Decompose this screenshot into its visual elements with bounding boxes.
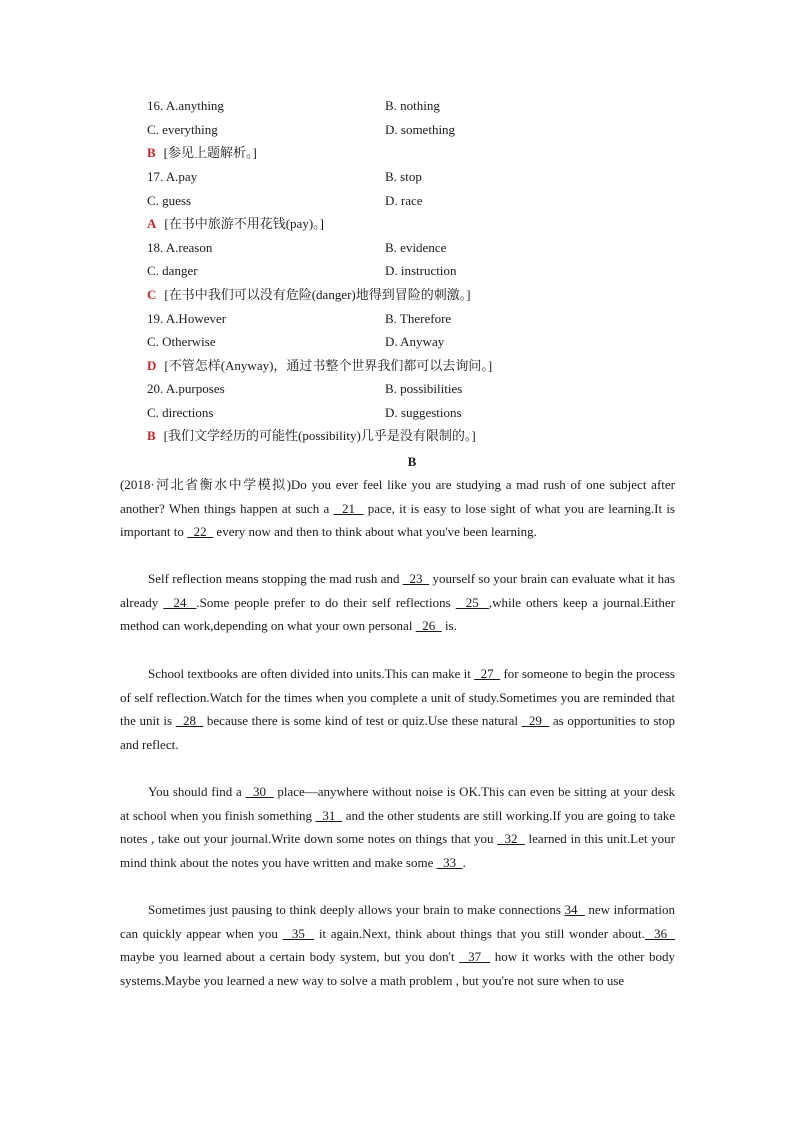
answer-letter: A bbox=[147, 216, 157, 231]
question-18-row-2 bbox=[147, 261, 687, 281]
option-a-text: A.anything bbox=[165, 98, 224, 113]
blank-34: 34 bbox=[564, 902, 585, 917]
blank-22: 22 bbox=[187, 524, 214, 540]
blank-33: 33 bbox=[436, 854, 463, 870]
text-run: how it works with the other body systems.Maybe you learned a new way to solve a math problem , but you're not sure when to use bbox=[120, 949, 676, 988]
question-16-row-1 bbox=[147, 96, 687, 116]
text-run: yourself so your brain can evaluate what it has already bbox=[120, 571, 675, 610]
option-b: B. possibilities bbox=[385, 381, 463, 396]
passage-paragraph-4 bbox=[120, 780, 675, 874]
text-run: new information can quickly appear when you bbox=[120, 902, 675, 941]
option-c: C. Otherwise bbox=[147, 334, 216, 349]
text-run: is. bbox=[441, 618, 457, 634]
question-number: 18. bbox=[147, 240, 164, 255]
option-d: D. suggestions bbox=[385, 405, 462, 420]
passage-paragraph-3 bbox=[120, 662, 675, 756]
passage-paragraph-1 bbox=[120, 473, 675, 544]
option-a-text: A.reason bbox=[165, 240, 213, 255]
question-20-row-2 bbox=[147, 403, 687, 423]
answer-20 bbox=[147, 426, 687, 446]
blank-21: 21 bbox=[333, 500, 364, 516]
text-run: You should find a bbox=[148, 784, 246, 799]
question-number: 20. bbox=[147, 381, 164, 396]
blank-23: 23 bbox=[402, 571, 430, 586]
blank-36: 36 bbox=[644, 925, 676, 941]
passage-paragraph-2 bbox=[120, 567, 675, 638]
text-run: School textbooks are often divided into units.This can make it bbox=[148, 666, 475, 681]
option-a-text: A.However bbox=[165, 311, 227, 326]
option-a bbox=[147, 167, 197, 187]
passage-paragraph-5 bbox=[120, 898, 675, 992]
option-a bbox=[147, 96, 224, 116]
blank-35: 35 bbox=[282, 925, 315, 941]
text-run: for someone to begin the process of self reflection.Watch for the times when you complete a unit of study.Sometimes you are reminded that the unit is bbox=[120, 666, 675, 729]
text-run: pace, it is easy to lose sight of what you are learning.It is important to bbox=[120, 500, 675, 540]
text-run: . bbox=[462, 854, 466, 870]
option-a bbox=[147, 379, 225, 399]
option-b: B. stop bbox=[385, 169, 422, 184]
blank-32: 32 bbox=[497, 831, 525, 847]
option-b: B. Therefore bbox=[385, 311, 452, 326]
option-c: C. everything bbox=[147, 122, 218, 137]
blank-31: 31 bbox=[315, 807, 343, 823]
text-run: Sometimes just pausing to think deeply allows your brain to make connections bbox=[148, 902, 565, 917]
text-run: every now and then to think about what you've been learning. bbox=[213, 524, 537, 540]
option-a bbox=[147, 309, 226, 329]
answer-19 bbox=[147, 356, 687, 376]
option-d: D. instruction bbox=[385, 263, 457, 278]
text-run: maybe you learned about a certain body system, but you don't bbox=[120, 949, 460, 965]
text-run: and the other students are still working.If you are going to take notes , take out your journal.Write down some notes on things that you bbox=[120, 807, 676, 847]
blank-26: 26 bbox=[415, 618, 442, 634]
section-heading: B bbox=[407, 454, 417, 469]
text-run: ,while others keep a journal.Either method can work,depending on what your own personal bbox=[120, 594, 675, 634]
question-19-row-2 bbox=[147, 332, 687, 352]
option-b: B. evidence bbox=[385, 240, 447, 255]
option-c: C. directions bbox=[147, 405, 214, 420]
question-16-row-2 bbox=[147, 120, 687, 140]
question-17-row-1 bbox=[147, 167, 687, 187]
question-number: 16. bbox=[147, 98, 164, 113]
option-d: D. Anyway bbox=[385, 334, 445, 349]
text-run: as opportunities to stop and reflect. bbox=[120, 713, 675, 752]
text-run: because there is some kind of test or quiz.Use these natural bbox=[203, 713, 522, 729]
option-c: C. danger bbox=[147, 263, 198, 278]
answer-letter: B bbox=[147, 145, 156, 160]
answer-16 bbox=[147, 143, 687, 163]
question-19-row-1 bbox=[147, 309, 687, 329]
option-a bbox=[147, 238, 212, 258]
blank-37: 37 bbox=[459, 949, 491, 965]
question-18-row-1 bbox=[147, 238, 687, 258]
question-number: 17. bbox=[147, 169, 164, 184]
blank-28: 28 bbox=[175, 713, 204, 729]
blank-24: 24 bbox=[163, 594, 197, 610]
answer-letter: C bbox=[147, 287, 157, 302]
option-a-text: A.purposes bbox=[165, 381, 225, 396]
answer-18 bbox=[147, 285, 687, 305]
answer-explanation: [参见上题解析。] bbox=[163, 145, 257, 160]
answer-letter: B bbox=[147, 428, 156, 443]
option-d: D. something bbox=[385, 122, 456, 137]
option-d: D. race bbox=[385, 193, 423, 208]
question-20-row-1 bbox=[147, 379, 687, 399]
question-17-row-2 bbox=[147, 191, 687, 211]
question-number: 19. bbox=[147, 311, 164, 326]
blank-25: 25 bbox=[455, 594, 489, 610]
blank-30: 30 bbox=[245, 784, 274, 799]
blank-29: 29 bbox=[521, 713, 550, 729]
text-run: (2018·河北省衡水中学模拟)Do you ever feel like you are studying a mad rush of one subject after another? When things happen at such a bbox=[120, 477, 675, 516]
answer-explanation: [我们文学经历的可能性(possibility)几乎是没有限制的。] bbox=[163, 428, 476, 443]
text-run: learned in this unit.Let your mind think about the notes you have written and make some bbox=[120, 831, 675, 870]
option-b: B. nothing bbox=[385, 98, 440, 113]
answer-17 bbox=[147, 214, 687, 234]
answer-explanation: [在书中我们可以没有危险(danger)地得到冒险的刺激。] bbox=[164, 287, 471, 302]
answer-letter: D bbox=[147, 358, 157, 373]
answer-explanation: [在书中旅游不用花钱(pay)。] bbox=[164, 216, 324, 231]
text-run: it again.Next, think about things that you still wonder about. bbox=[314, 925, 645, 941]
option-a-text: A.pay bbox=[165, 169, 198, 184]
text-run: .Some people prefer to do their self reflections bbox=[196, 594, 456, 610]
text-run: Self reflection means stopping the mad rush and bbox=[148, 571, 403, 586]
answer-explanation: [不管怎样(Anyway)，通过书整个世界我们都可以去询问。] bbox=[164, 358, 493, 373]
option-c: C. guess bbox=[147, 193, 192, 208]
blank-27: 27 bbox=[474, 666, 501, 681]
text-run: place—anywhere without noise is OK.This can even be sitting at your desk at school when you finish something bbox=[120, 784, 676, 823]
